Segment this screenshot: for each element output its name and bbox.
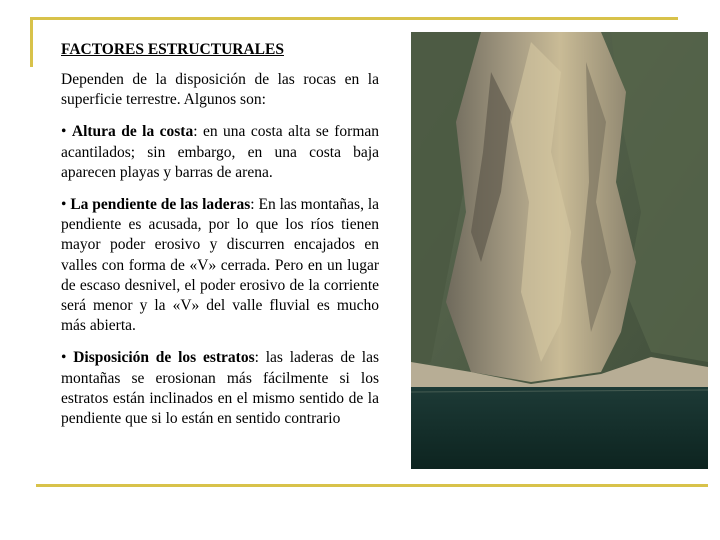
point-strata	[61, 348, 379, 429]
point-text: : En las montañas, la pendiente es acusada, por lo que los ríos tienen mayor poder erosivo y discurren encajados en valles con forma de «V» cerrada. Pero en un lugar de escaso desnivel, el poder erosivo de la corriente será menor y la «V» del valle fluvial es mucho más abierta.	[61, 196, 380, 335]
point-coast-height	[61, 122, 379, 183]
bottom-decorative-rule	[36, 484, 708, 487]
bullet: •	[61, 196, 67, 214]
point-text: : las laderas de las montañas se erosionan más fácilmente si los estratos están inclinados en el mismo sentido de la pendiente que si lo están en sentido contrario	[61, 349, 379, 428]
bullet: •	[61, 349, 67, 367]
point-text: : en una costa alta se forman acantilados; sin embargo, en una costa baja aparecen playas y barras de arena.	[61, 123, 380, 181]
cliff-river-illustration	[411, 32, 708, 469]
intro-paragraph: Dependen de la disposición de las rocas en la superficie terrestre. Algunos son:	[61, 71, 379, 109]
point-term: Disposición de los estratos	[73, 349, 255, 367]
text-column	[61, 40, 379, 441]
slide-title: FACTORES ESTRUCTURALES	[61, 41, 284, 58]
point-term: La pendiente de las laderas	[70, 196, 251, 214]
left-decorative-rule	[30, 17, 33, 67]
point-slope	[61, 195, 379, 336]
point-term: Altura de la costa	[71, 123, 194, 141]
cliff-river-photo	[411, 32, 708, 469]
bullet: •	[61, 123, 67, 141]
top-decorative-rule	[30, 17, 678, 20]
